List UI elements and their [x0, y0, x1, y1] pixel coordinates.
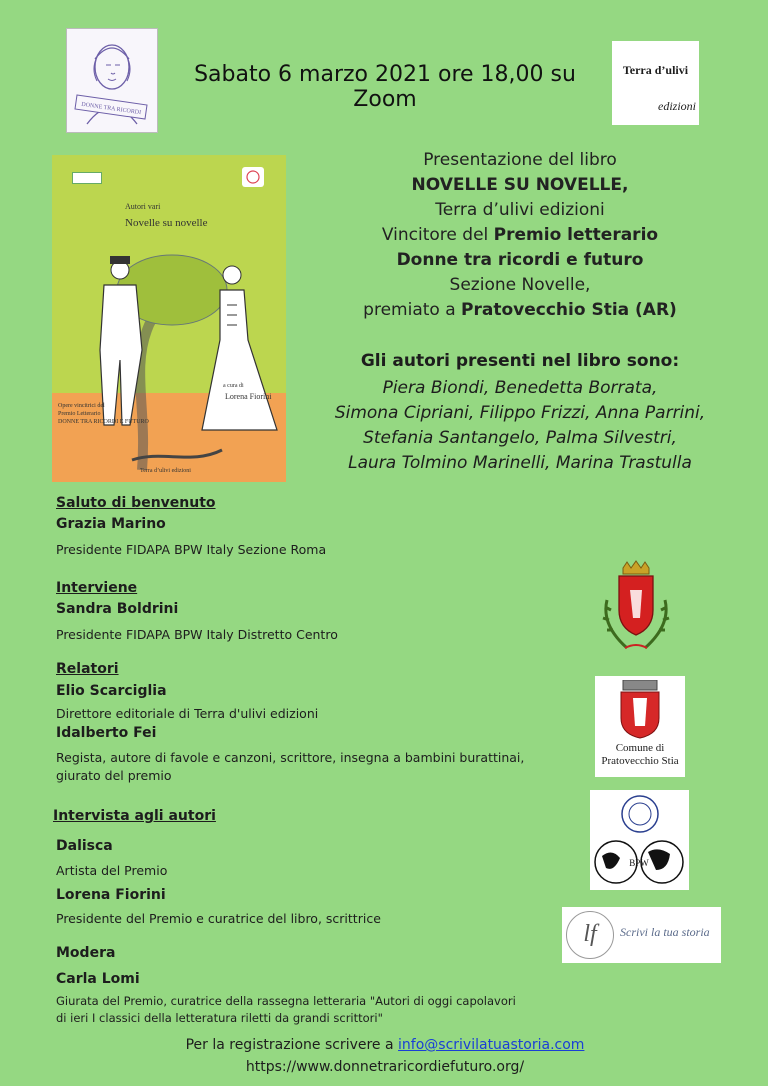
website-link[interactable]: https://www.donnetraricordiefuturo.org/ [245, 1059, 525, 1075]
comune-label [595, 742, 685, 768]
cover-logo-left [72, 172, 102, 184]
portrait-sketch-icon [67, 29, 157, 132]
cover-series-1: Opere vincitrici del [58, 403, 105, 409]
registration-line [120, 1037, 650, 1053]
speaks-role: Presidente FIDAPA BPW Italy Distretto Centro [56, 627, 338, 642]
authors-line: Simona Cipriani, Filippo Frizzi, Anna Parrini, [334, 403, 706, 423]
cover-series-3: DONNE TRA RICORDI E FUTURO [58, 419, 149, 425]
awarded-prefix: premiato a [363, 300, 462, 320]
interview-name: Dalisca [56, 838, 113, 854]
registration-prefix: Per la registrazione scrivere a [185, 1037, 399, 1053]
speaker-name: Elio Scarciglia [56, 683, 167, 699]
welcome-name: Grazia Marino [56, 516, 166, 532]
moderator-name: Carla Lomi [56, 971, 140, 987]
welcome-role: Presidente FIDAPA BPW Italy Sezione Roma [56, 542, 327, 557]
lf-slogan: Scrivi la tua storia [620, 925, 710, 939]
lf-monogram: lf [566, 911, 614, 959]
speaker-role: giurato del premio [56, 768, 172, 783]
cover-curator: Lorena Fiorini [225, 392, 272, 401]
interview-name: Lorena Fiorini [56, 887, 166, 903]
publisher-logo-sub: edizioni [658, 99, 696, 113]
svg-text:DONNE TRA RICORDI: DONNE TRA RICORDI [80, 101, 142, 117]
interview-heading: Intervista agli autori [53, 808, 216, 824]
presentation-publisher: Terra d’ulivi edizioni [435, 200, 605, 220]
moderates-heading: Modera [56, 945, 116, 961]
speaker-role: Regista, autore di favole e canzoni, scrittore, insegna a bambini burattinai, [56, 750, 525, 765]
cover-subtitle: Autori vari [125, 202, 161, 211]
cover-publisher: Terra d’ulivi edizioni [140, 468, 191, 474]
comune-logo [595, 676, 685, 777]
publisher-logo-name: Terra d’ulivi [622, 63, 689, 77]
speaks-heading: Interviene [56, 580, 138, 596]
prize-name: Donne tra ricordi e futuro [396, 250, 644, 270]
authors-title: Gli autori presenti nel libro sono: [360, 351, 680, 371]
comune-label-line: Pratovecchio Stia [601, 755, 679, 767]
bpw-label: BPW [629, 858, 649, 868]
coat-of-arms-icon [597, 560, 675, 658]
presentation-line: Presentazione del libro [423, 150, 617, 170]
winner-prefix: Vincitore del [381, 225, 494, 245]
award-place: Pratovecchio Stia (AR) [461, 300, 677, 320]
prize-label: Premio letterario [493, 225, 659, 245]
speakers-heading: Relatori [56, 661, 119, 677]
welcome-heading: Saluto di benvenuto [56, 495, 216, 511]
book-cover [52, 155, 286, 482]
speaks-name: Sandra Boldrini [56, 601, 179, 617]
section-line: Sezione Novelle, [449, 275, 591, 295]
moderator-role-line: Giurata del Premio, curatrice della rassegna letteraria "Autori di oggi capolavori [56, 994, 516, 1008]
globe-icon [590, 790, 689, 890]
interview-role: Artista del Premio [56, 863, 168, 878]
prize-logo [66, 28, 158, 133]
interview-role: Presidente del Premio e curatrice del libro, scrittrice [56, 911, 381, 926]
lf-logo [562, 907, 721, 963]
cover-series-2: Premio Letterario [58, 411, 101, 417]
awarded-line [300, 298, 740, 323]
bpw-logo [590, 790, 689, 890]
registration-email-link[interactable]: info@scrivilatuastoria.com [398, 1037, 585, 1053]
comune-shield-icon [617, 680, 663, 740]
authors-line: Piera Biondi, Benedetta Borrata, [382, 378, 658, 398]
speaker-role: Direttore editoriale di Terra d'ulivi edizioni [56, 706, 319, 721]
moderator-role-line: di ieri I classici della letteratura riletti da grandi scrittori" [56, 1011, 383, 1025]
cover-logo-right [242, 167, 264, 187]
presentation-block [300, 148, 740, 323]
speaker-name: Idalberto Fei [56, 725, 157, 741]
comune-label-line: Comune di [615, 742, 665, 754]
winner-line [300, 223, 740, 248]
coat-of-arms-logo [597, 560, 675, 658]
cover-title: Novelle su novelle [125, 217, 208, 229]
publisher-logo [612, 41, 699, 125]
cover-illustration [52, 230, 286, 480]
authors-line: Laura Tolmino Marinelli, Marina Trastulla [348, 453, 692, 473]
event-date: Sabato 6 marzo 2021 ore 18,00 su Zoom [194, 62, 576, 112]
moderator-role [56, 993, 516, 1027]
authors-line: Stefania Santangelo, Palma Silvestri, [363, 428, 677, 448]
book-title: NOVELLE SU NOVELLE, [411, 175, 629, 195]
cover-curator-prefix: a cura di [223, 383, 244, 389]
authors-list [295, 376, 745, 476]
